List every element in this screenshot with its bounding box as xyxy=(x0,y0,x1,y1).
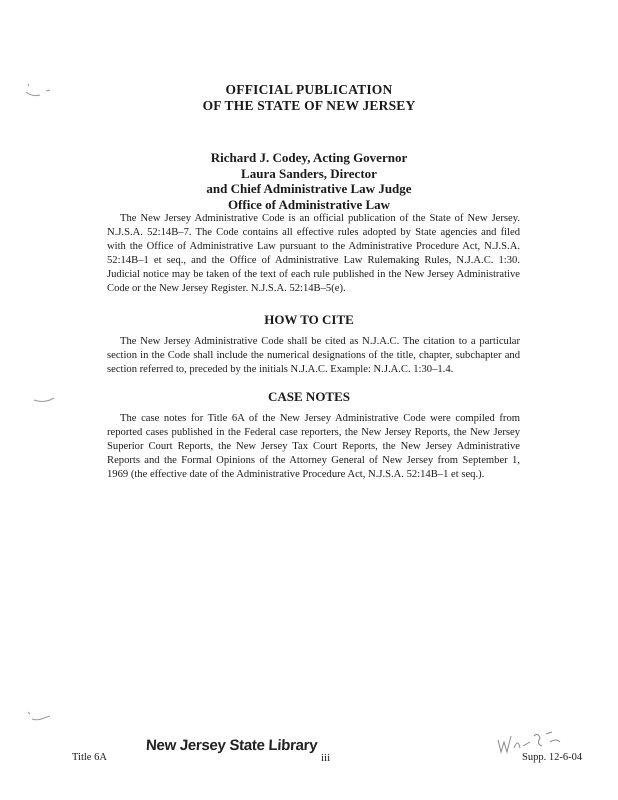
footer-title: Title 6A xyxy=(72,752,107,763)
case-notes-heading: CASE NOTES xyxy=(268,389,350,404)
case-notes-paragraph: The case notes for Title 6A of the New Jersey Administrative Code were compiled from reported cases published in the Federal case reporters, the New Jersey Reports, the New Jersey Superior Court Reports, the New Jersey Tax Court Reports, the New Jersey Administrative Reports and the Formal Opinions of the Attorney General of New Jersey from September 1, 1969 (the effective date of the Administrative Procedure Act, N.J.S.A. 52:14B–1 et seq.). xyxy=(107,413,520,480)
publication-title-line-1: OFFICIAL PUBLICATION xyxy=(225,82,393,97)
library-stamp: New Jersey State Library xyxy=(145,737,318,754)
intro-paragraph: The New Jersey Administrative Code is an official publication of the State of New Jersey. N.J.S.A. 52:14B–7. The Code contains all effective rules adopted by State agencies and filed with the Office of Administrative Law pursuant to the Administrative Procedure Act, N.J.S.A. 52:14B–1 et seq., and the Office of Administrative Law Rulemaking Rules, N.J.A.C. 1:30. Judicial notice may be taken of the text of each rule published in the New Jersey Administrative Code or the New Jersey Register. N.J.S.A. 52:14B–5(e). xyxy=(107,213,520,294)
page-number: iii xyxy=(321,752,331,764)
scan-mark-top xyxy=(22,80,58,102)
officials-block xyxy=(0,150,618,212)
office-line: Office of Administrative Law xyxy=(227,196,391,212)
scan-mark-bottom xyxy=(24,708,54,724)
scan-mark-middle xyxy=(30,392,58,406)
how-to-cite-paragraph: The New Jersey Administrative Code shall be cited as N.J.A.C. The citation to a particular section in the Code shall include the numerical designations of the title, chapter, subchapter and section referred to, preceded by the initials N.J.A.C. Example: N.J.A.C. 1:30–1.4. xyxy=(107,336,520,375)
judge-line: and Chief Administrative Law Judge xyxy=(206,181,412,196)
publication-title xyxy=(0,82,618,114)
publication-title-line-2: OF THE STATE OF NEW JERSEY xyxy=(202,98,416,113)
director-line: Laura Sanders, Director xyxy=(241,165,377,181)
how-to-cite-heading: HOW TO CITE xyxy=(264,312,354,327)
supplement-date: Supp. 12-6-04 xyxy=(522,752,583,763)
governor-line: Richard J. Codey, Acting Governor xyxy=(210,150,408,165)
